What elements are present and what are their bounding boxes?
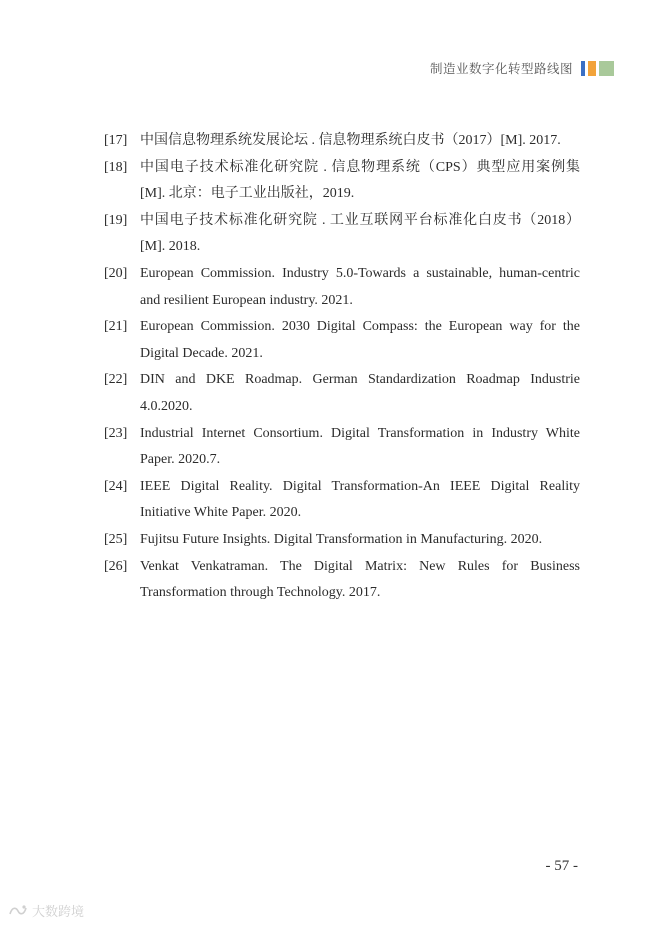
watermark [8,901,84,920]
reference-item [104,367,580,420]
reference-text: European Commission. Industry 5.0-Towards a sustainable, human-centric and resilient European industry. 2021. [140,265,580,308]
header-color-bar-blue [581,61,585,76]
reference-item [104,128,580,155]
header-color-bar-orange [588,61,596,76]
reference-item [104,421,580,474]
reference-text: Venkat Venkatraman. The Digital Matrix: New Rules for Business Transformation through Technology. 2017. [140,558,580,601]
reference-number: [18] [104,159,128,175]
page-header [430,58,614,78]
reference-text: Industrial Internet Consortium. Digital Transformation in Industry White Paper. 2020.7. [140,425,580,468]
reference-number: [17] [104,133,128,148]
reference-number: [26] [104,558,128,574]
reference-item [104,314,580,367]
reference-number: [25] [104,531,128,547]
reference-text: IEEE Digital Reality. Digital Transformation-An IEEE Digital Reality Initiative White Paper. 2020. [140,478,580,521]
reference-number: [22] [104,372,128,388]
reference-text: 中国电子技术标准化研究院 . 工业互联网平台标准化白皮书（2018）[M]. 2018. [140,212,580,255]
reference-number: [23] [104,425,128,441]
reference-text: 中国信息物理系统发展论坛 . 信息物理系统白皮书（2017）[M]. 2017. [140,133,561,148]
reference-item [104,155,580,208]
reference-text: Fujitsu Future Insights. Digital Transformation in Manufacturing. 2020. [140,531,543,547]
logo-icon [8,904,28,918]
page-number: - 57 - [545,858,578,874]
reference-item [104,208,580,261]
reference-item [104,554,580,607]
header-title: 制造业数字化转型路线图 [429,61,573,76]
reference-text: DIN and DKE Roadmap. German Standardization Roadmap Industrie 4.0.2020. [140,372,580,414]
reference-number: [21] [104,319,128,335]
header-color-bar-green [599,61,614,76]
reference-number: [20] [104,265,128,281]
reference-number: [24] [104,478,128,494]
watermark-text: 大数跨境 [32,905,85,920]
reference-list [104,128,580,607]
reference-number: [19] [104,212,128,228]
reference-item [104,474,580,527]
reference-text: European Commission. 2030 Digital Compass: the European way for the Digital Decade. 2021. [140,319,580,361]
reference-text: 中国电子技术标准化研究院 . 信息物理系统（CPS）典型应用案例集 [M]. 北京：电子工业出版社，2019. [140,159,580,202]
reference-item [104,527,580,554]
reference-item [104,261,580,314]
